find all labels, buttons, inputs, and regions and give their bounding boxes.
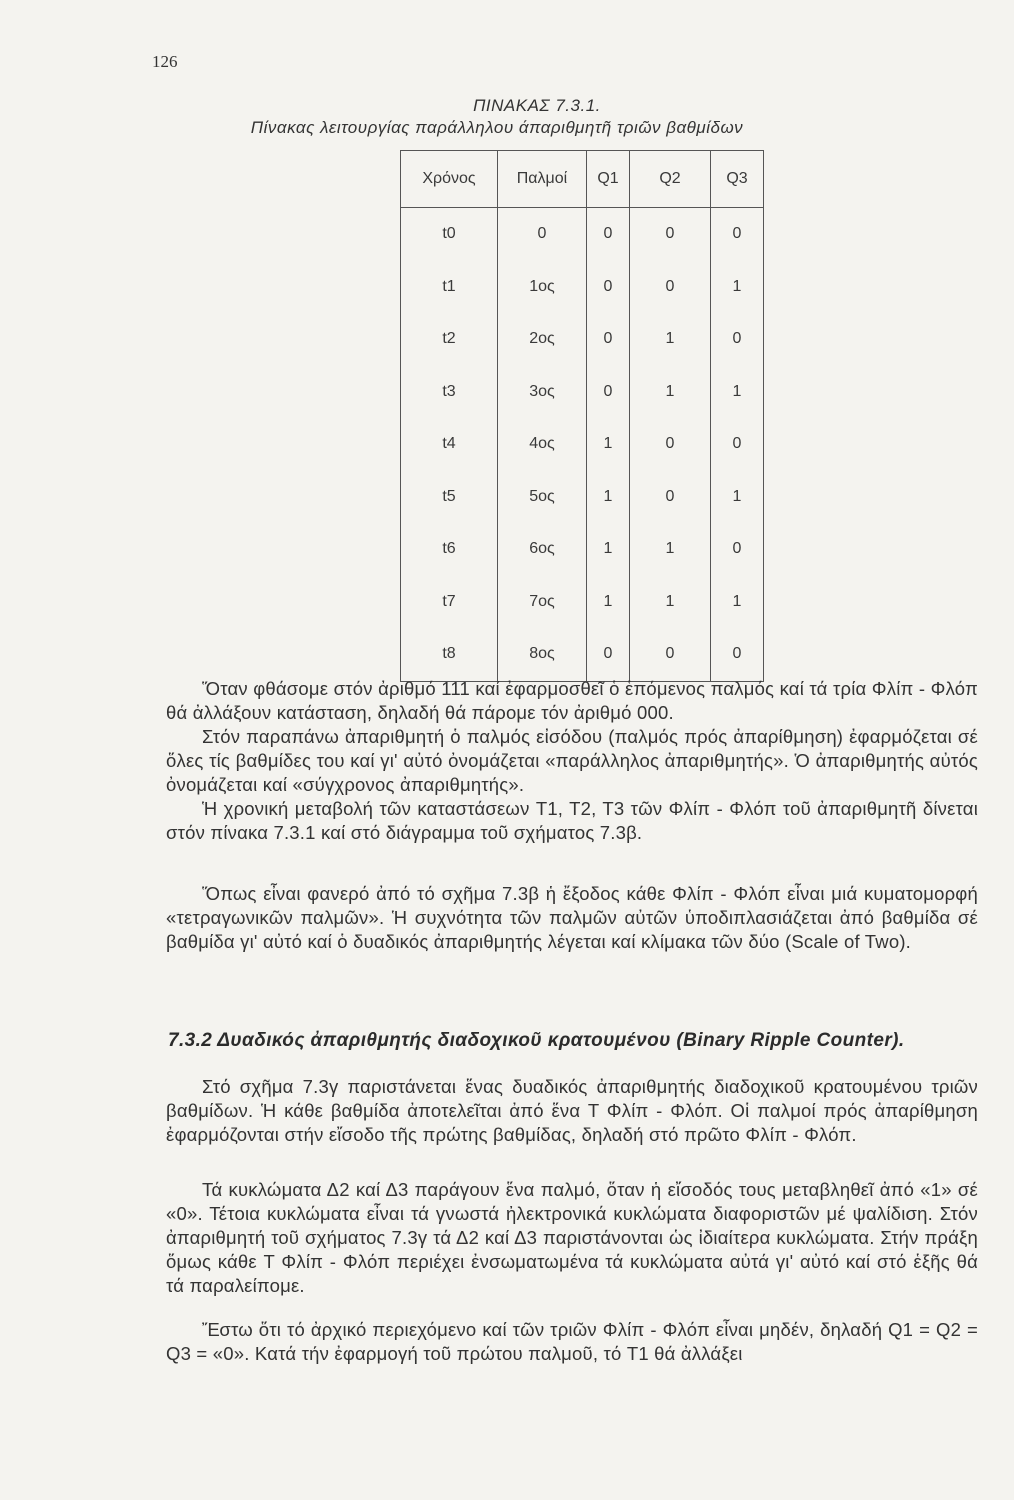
page-number: 126 xyxy=(152,52,178,71)
table-cell: 1 xyxy=(587,576,630,629)
header-q1: Q1 xyxy=(587,151,630,208)
table-cell: t4 xyxy=(401,418,498,471)
table-row xyxy=(401,208,764,261)
table-cell: 0 xyxy=(630,208,711,261)
table-cell: 0 xyxy=(587,261,630,314)
section-heading: 7.3.2 Δυαδικός ἀπαριθμητής διαδοχικοῦ κρατουμένου (Binary Ripple Counter). xyxy=(168,1030,905,1051)
table-cell: 4ος xyxy=(498,418,587,471)
table-cell: 0 xyxy=(711,523,764,576)
paragraph: Στόν παραπάνω ἀπαριθμητή ὁ παλμός εἰσόδου (παλμός πρός ἀπαρίθμηση) ἐφαρμόζεται σέ ὅλες τίς βαθμίδες του καί γι' αὐτό ὀνομάζεται «παράλληλος ἀπαριθμητής». Ὁ ἀπαριθμητής αὐτός ὀνομάζεται καί «σύγχρονος ἀπαριθμητής». xyxy=(166,726,978,795)
header-q3: Q3 xyxy=(711,151,764,208)
table-cell: 1 xyxy=(587,418,630,471)
text-block-5 xyxy=(166,1318,978,1366)
table-cell: 1 xyxy=(711,576,764,629)
table-cell: 0 xyxy=(587,208,630,261)
table-cell: t0 xyxy=(401,208,498,261)
header-q2: Q2 xyxy=(630,151,711,208)
table-cell: 2ος xyxy=(498,313,587,366)
table-cell: 1ος xyxy=(498,261,587,314)
paragraph: Τά κυκλώματα Δ2 καί Δ3 παράγουν ἕνα παλμό, ὅταν ἡ εἴσοδός τους μεταβληθεῖ ἀπό «1» σέ «0». Τέτοια κυκλώματα εἶναι τά γνωστά ἠλεκτρονικά κυκλώματα διαφοριστῶν μέ ψαλίδιση. Στόν ἀπαριθμητή τοῦ σχήματος 7.3γ τά Δ2 καί Δ3 παριστάνονται ὡς ἰδιαίτερα κυκλώματα. Στήν πράξη ὅμως κάθε T Φλίπ - Φλόπ περιέχει ἐνσωματωμένα τά κυκλώματα αὐτά γι' αὐτό καί στό ἑξῆς θά τά παραλείπομε. xyxy=(166,1179,978,1296)
text-block-3 xyxy=(166,1075,978,1147)
paragraph: Στό σχῆμα 7.3γ παριστάνεται ἕνας δυαδικός ἀπαριθμητής διαδοχικοῦ κρατουμένου τριῶν βαθμίδων. Ἡ κάθε βαθμίδα ἀποτελεῖται ἀπό ἕνα T Φλίπ - Φλόπ. Οἱ παλμοί πρός ἀπαρίθμηση ἐφαρμόζονται στήν εἴσοδο τῆς πρώτης βαθμίδας, δηλαδή στό πρῶτο Φλίπ - Φλόπ. xyxy=(166,1076,978,1145)
table-row xyxy=(401,261,764,314)
table-cell: 1 xyxy=(587,523,630,576)
table-cell: t1 xyxy=(401,261,498,314)
paragraph: Ἔστω ὅτι τό ἀρχικό περιεχόμενο καί τῶν τριῶν Φλίπ - Φλόπ εἶναι μηδέν, δηλαδή Q1 = Q2 = Q3 = «0». Κατά τήν ἐφαρμογή τοῦ πρώτου παλμοῦ, τό T1 θά ἀλλάξει xyxy=(166,1319,978,1364)
table-cell: 0 xyxy=(711,628,764,681)
table-cell: 0 xyxy=(630,418,711,471)
paragraph: Ὅταν φθάσομε στόν ἀριθμό 111 καί ἐφαρμοσθεῖ ὁ ἑπόμενος παλμός καί τά τρία Φλίπ - Φλόπ θά ἀλλάξουν κατάσταση, δηλαδή θά πάρομε τόν ἀριθμό 000. xyxy=(166,678,978,723)
table-cell: 0 xyxy=(630,471,711,524)
table-cell: 5ος xyxy=(498,471,587,524)
table-cell: 1 xyxy=(630,523,711,576)
table-row xyxy=(401,628,764,681)
table-subtitle: Πίνακας λειτουργίας παράλληλου άπαριθμητῆ τριῶν βαθμίδων xyxy=(250,118,744,137)
table-cell: t6 xyxy=(401,523,498,576)
table-cell: 0 xyxy=(587,628,630,681)
table-row xyxy=(401,418,764,471)
paragraph: Ὅπως εἶναι φανερό ἀπό τό σχῆμα 7.3β ἡ ἔξοδος κάθε Φλίπ - Φλόπ εἶναι μιά κυματομορφή «τετραγωνικῶν παλμῶν». Ἡ συχνότητα τῶν παλμῶν αὐτῶν ὑποδιπλασιάζεται ἀπό βαθμίδα σέ βαθμίδα γι' αὐτό καί ὁ δυαδικός ἀπαριθμητής λέγεται καί κλίμακα τῶν δύο (Scale of Two). xyxy=(166,883,978,952)
table-row xyxy=(401,471,764,524)
counter-function-table xyxy=(400,150,764,682)
table-cell: 6ος xyxy=(498,523,587,576)
table-cell: 0 xyxy=(711,313,764,366)
table-cell: t3 xyxy=(401,366,498,419)
table-cell: 0 xyxy=(630,628,711,681)
table-row xyxy=(401,366,764,419)
table-cell: 0 xyxy=(498,208,587,261)
text-block-4 xyxy=(166,1178,978,1298)
table-cell: 0 xyxy=(711,418,764,471)
table-cell: t8 xyxy=(401,628,498,681)
table-cell: 1 xyxy=(711,471,764,524)
table-row xyxy=(401,313,764,366)
table-cell: 8ος xyxy=(498,628,587,681)
table-row xyxy=(401,576,764,629)
table-cell: 0 xyxy=(587,313,630,366)
paragraph: Ἡ χρονική μεταβολή τῶν καταστάσεων T1, T2, T3 τῶν Φλίπ - Φλόπ τοῦ ἀπαριθμητῆ δίνεται στόν πίνακα 7.3.1 καί στό διάγραμμα τοῦ σχήματος 7.3β. xyxy=(166,798,978,843)
table-cell: 0 xyxy=(630,261,711,314)
table-cell: 1 xyxy=(630,366,711,419)
table-cell: 0 xyxy=(587,366,630,419)
table-cell: t5 xyxy=(401,471,498,524)
table-cell: 1 xyxy=(711,366,764,419)
table-cell: 1 xyxy=(630,576,711,629)
header-pulses: Παλμοί xyxy=(498,151,587,208)
table-title: ΠΙΝΑΚΑΣ 7.3.1. xyxy=(473,96,601,115)
table-cell: 1 xyxy=(587,471,630,524)
header-time: Χρόνος xyxy=(401,151,498,208)
table-cell: 3ος xyxy=(498,366,587,419)
table-cell: 1 xyxy=(711,261,764,314)
table-cell: t7 xyxy=(401,576,498,629)
table-cell: 1 xyxy=(630,313,711,366)
table-header-row xyxy=(401,151,764,208)
text-block-2 xyxy=(166,882,978,954)
table-cell: 0 xyxy=(711,208,764,261)
table-row xyxy=(401,523,764,576)
table-cell: t2 xyxy=(401,313,498,366)
text-block-1 xyxy=(166,677,978,845)
table-cell: 7ος xyxy=(498,576,587,629)
